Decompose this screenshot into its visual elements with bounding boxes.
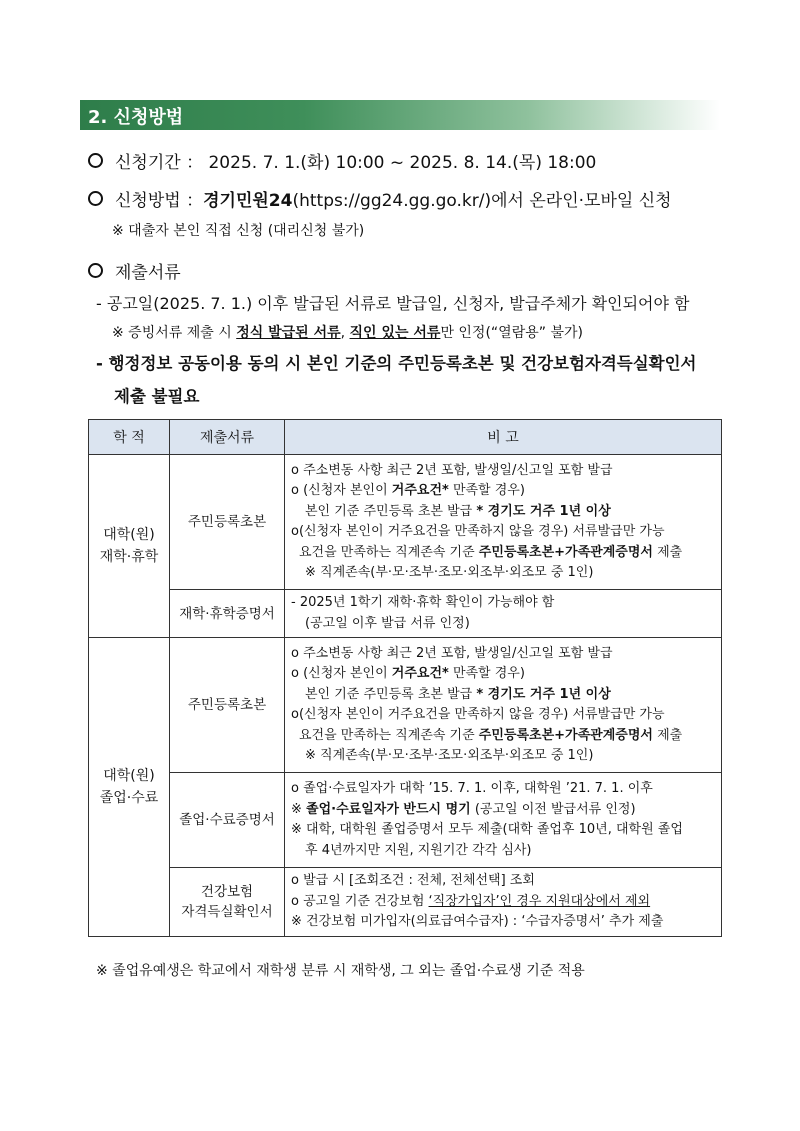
notes-grad-cert: o 졸업·수료일자가 대학 ’15. 7. 1. 이후, 대학원 ’21. 7. 1. 이후 ※ 졸업·수료일자가 반드시 명기 (공고일 이전 발급서류 인정) ※ 대학, 대학원 졸업증명서 모두 제출(대학 졸업후 10년, 대학원 졸업 후 4년까지만 지원, 지원기간 각각 심사) bbox=[285, 773, 722, 868]
doc-grad-cert: 졸업·수료증명서 bbox=[170, 773, 285, 868]
section-title: 2. 신청방법 bbox=[88, 107, 184, 128]
documents-note: ※ 증빙서류 제출 시 정식 발급된 서류, 직인 있는 서류만 인정(“열람용” 불가) bbox=[112, 325, 583, 341]
documents-label: 제출서류 bbox=[115, 263, 181, 283]
notes-resident-graduated: o 주소변동 사항 최근 2년 포함, 발생일/신고일 포함 발급 o (신청자 본인이 거주요건* 만족할 경우) 본인 기준 주민등록 초본 발급 * 경기도 거주 1년 이상 o(신청자 본인이 거주요건을 만족하지 않을 경우) 서류발급만 가능 요건을 만족하는 직계존속 기준 주민등록초본+가족관계증명서 제출 ※ 직계존속(부·모·조부·조모·외조부·외조모 중 1인) bbox=[285, 638, 722, 773]
method-line bbox=[88, 186, 672, 211]
doc-enroll-cert: 재학·휴학증명서 bbox=[170, 590, 285, 638]
documents-dash2-line1: - 행정정보 공동이용 동의 시 본인 기준의 주민등록초본 및 건강보험자격득실확인서 bbox=[96, 354, 697, 373]
notes-enroll-cert: - 2025년 1학기 재학·휴학 확인이 가능해야 함 (공고일 이후 발급 서류 인정) bbox=[285, 590, 722, 638]
header-cell: 비 고 bbox=[285, 420, 722, 455]
table-row bbox=[89, 638, 722, 773]
doc-health-insurance: 건강보험 자격득실확인서 bbox=[170, 868, 285, 937]
method-suffix: (https://gg24.gg.go.kr/)에서 온라인·모바일 신청 bbox=[292, 191, 672, 211]
notes-resident-enrolled: o 주소변동 사항 최근 2년 포함, 발생일/신고일 포함 발급 o (신청자 본인이 거주요건* 만족할 경우) 본인 기준 주민등록 초본 발급 * 경기도 거주 1년 이상 o(신청자 본인이 거주요건을 만족하지 않을 경우) 서류발급만 가능 요건을 만족하는 직계존속 기준 주민등록초본+가족관계증명서 제출 ※ 직계존속(부·모·조부·조모·외조부·외조모 중 1인) bbox=[285, 455, 722, 590]
method-note: ※ 대출자 본인 직접 신청 (대리신청 불가) bbox=[112, 223, 365, 239]
documents-dash2-line2: 제출 불필요 bbox=[114, 387, 200, 406]
table-header-row bbox=[89, 420, 722, 455]
circle-bullet-icon bbox=[88, 263, 103, 278]
table-row bbox=[89, 455, 722, 590]
category-enrolled: 대학(원) 재학·휴학 bbox=[89, 455, 170, 638]
category-graduated: 대학(원) 졸업·수료 bbox=[89, 638, 170, 937]
circle-bullet-icon bbox=[88, 153, 103, 168]
notes-health-insurance: o 발급 시 [조회조건 : 전체, 전체선택] 조회 o 공고일 기준 건강보험 ‘직장가입자’인 경우 지원대상에서 제외 ※ 건강보험 미가입자(의료급여수급자) : ‘수급자증명서’ 추가 제출 bbox=[285, 868, 722, 937]
method-site: 경기민원24 bbox=[203, 191, 293, 211]
doc-resident-enrolled: 주민등록초본 bbox=[170, 455, 285, 590]
requirements-table bbox=[88, 419, 722, 937]
table-row bbox=[89, 590, 722, 638]
table-row bbox=[89, 868, 722, 937]
documents-dash1: - 공고일(2025. 7. 1.) 이후 발급된 서류로 발급일, 신청자, 발급주체가 확인되어야 함 bbox=[96, 294, 690, 313]
table-row bbox=[89, 773, 722, 868]
circle-bullet-icon bbox=[88, 191, 103, 206]
section-header-bar bbox=[80, 100, 720, 130]
period-text: 신청기간 ： 2025. 7. 1.(화) 10:00 ~ 2025. 8. 14.(목) 18:00 bbox=[115, 153, 597, 173]
period-line bbox=[88, 148, 596, 173]
method-prefix: 신청방법 ： bbox=[115, 191, 204, 211]
header-cell: 학 적 bbox=[89, 420, 170, 455]
header-cell: 제출서류 bbox=[170, 420, 285, 455]
doc-resident-graduated: 주민등록초본 bbox=[170, 638, 285, 773]
documents-line bbox=[88, 258, 181, 283]
footnote: ※ 졸업유예생은 학교에서 재학생 분류 시 재학생, 그 외는 졸업·수료생 기준 적용 bbox=[96, 963, 585, 979]
